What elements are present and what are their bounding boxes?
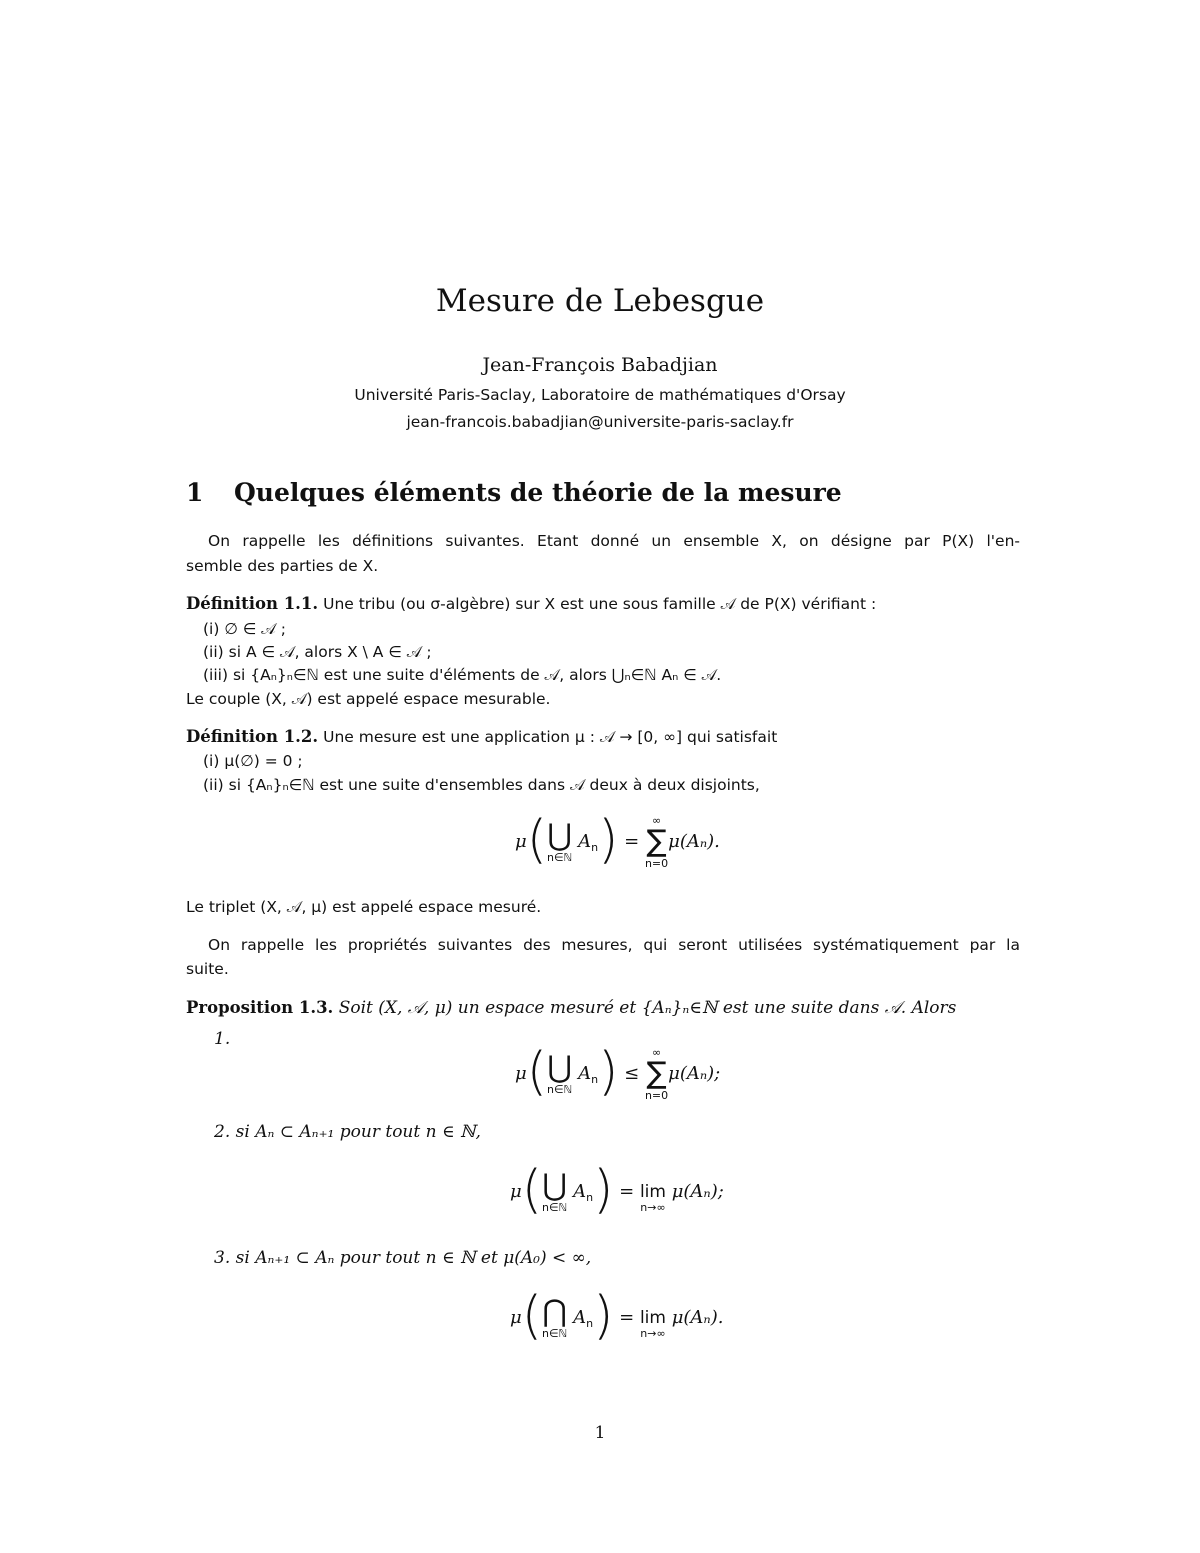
- formula-tail: μ(Aₙ).: [668, 831, 720, 852]
- sum-upper: ∞: [651, 1046, 662, 1059]
- definition-closing: Le couple (X, 𝒜) est appelé espace mesurable.: [186, 690, 551, 708]
- formula-paren: ): [598, 1042, 619, 1102]
- section-heading: [186, 478, 1020, 507]
- section-number: 1: [186, 478, 204, 507]
- formula-paren: (: [521, 1286, 542, 1346]
- formula-equals: =: [624, 831, 640, 852]
- intersection-symbol: ⋂: [542, 1293, 567, 1329]
- formula-countable-additivity: [515, 810, 720, 870]
- intro-paragraph-line: semble des parties de X.: [186, 557, 379, 575]
- formula-paren: (: [526, 810, 547, 870]
- formula-subscript: n: [586, 1191, 594, 1204]
- definition-item: (iii) si {Aₙ}ₙ∈ℕ est une suite d'éléments de 𝒜, alors ⋃ₙ∈ℕ Aₙ ∈ 𝒜.: [203, 666, 722, 684]
- proposition-item: 2. si Aₙ ⊂ Aₙ₊₁ pour tout n ∈ ℕ,: [214, 1122, 481, 1142]
- union-index: n∈ℕ: [542, 1200, 568, 1214]
- intersection-operator: [542, 1293, 568, 1340]
- page-number: 1: [594, 1423, 606, 1443]
- definition-1-2: [186, 727, 1020, 747]
- limit-word: lim: [639, 1308, 666, 1328]
- definition-item: (ii) si {Aₙ}ₙ∈ℕ est une suite d'ensembles dans 𝒜 deux à deux disjoints,: [203, 776, 760, 794]
- limit-word: lim: [639, 1182, 666, 1202]
- definition-label: Définition 1.2.: [186, 727, 319, 746]
- formula-subadditivity: [515, 1042, 720, 1102]
- formula-subscript: n: [591, 841, 599, 854]
- definition-text: Une tribu (ou σ-algèbre) sur X est une sous famille 𝒜 de P(X) vérifiant :: [323, 595, 877, 613]
- union-operator: [542, 1167, 568, 1214]
- intersection-index: n∈ℕ: [542, 1326, 568, 1340]
- definition-item: (ii) si A ∈ 𝒜, alors X \ A ∈ 𝒜 ;: [203, 643, 432, 661]
- intro-paragraph-line: On rappelle les définitions suivantes. Etant donné un ensemble X, on désigne par P(X) l'en-: [208, 532, 1020, 550]
- union-symbol: ⋃: [547, 817, 572, 853]
- formula-subscript: n: [591, 1073, 599, 1086]
- sum-operator: [645, 814, 668, 870]
- formula-paren: ): [593, 1286, 614, 1346]
- formula-mu: μ: [510, 1181, 522, 1202]
- formula-tail: μ(Aₙ);: [668, 1063, 721, 1084]
- union-symbol: ⋃: [547, 1049, 572, 1085]
- union-symbol: ⋃: [542, 1167, 567, 1203]
- definition-label: Définition 1.1.: [186, 594, 319, 613]
- section-title: Quelques éléments de théorie de la mesure: [234, 478, 842, 507]
- author-affiliation: Université Paris-Saclay, Laboratoire de mathématiques d'Orsay: [354, 386, 846, 404]
- proposition-1-3: [186, 998, 1020, 1018]
- sum-symbol: ∑: [646, 1056, 667, 1091]
- formula-set: A: [573, 1181, 587, 1202]
- definition-text: Une mesure est une application μ : 𝒜 → [0, ∞] qui satisfait: [323, 728, 778, 746]
- sum-lower: n=0: [644, 857, 669, 870]
- formula-set: A: [578, 831, 592, 852]
- formula-equals: =: [619, 1307, 635, 1328]
- author-email[interactable]: jean-francois.babadjian@universite-paris-saclay.fr: [406, 413, 794, 431]
- limit-operator: [640, 1308, 666, 1340]
- formula-tail: μ(Aₙ);: [671, 1181, 724, 1202]
- formula-mu: μ: [510, 1307, 522, 1328]
- definition-item: (i) μ(∅) = 0 ;: [203, 752, 303, 770]
- formula-leq: ≤: [624, 1063, 640, 1084]
- sum-operator: [645, 1046, 668, 1102]
- remark-line: On rappelle les propriétés suivantes des mesures, qui seront utilisées systématiquement par la: [208, 936, 1020, 954]
- sum-symbol: ∑: [646, 824, 667, 859]
- paper-title: Mesure de Lebesgue: [435, 283, 765, 319]
- union-index: n∈ℕ: [547, 1082, 573, 1096]
- formula-decreasing-limit: [510, 1286, 723, 1346]
- limit-index: n→∞: [640, 1201, 666, 1214]
- limit-operator: [640, 1182, 666, 1214]
- formula-set: A: [578, 1063, 592, 1084]
- union-operator: [547, 817, 573, 864]
- formula-set: A: [573, 1307, 587, 1328]
- limit-index: n→∞: [640, 1327, 666, 1340]
- union-index: n∈ℕ: [547, 850, 573, 864]
- proposition-item: 3. si Aₙ₊₁ ⊂ Aₙ pour tout n ∈ ℕ et μ(A₀) < ∞,: [214, 1248, 592, 1268]
- proposition-text: Soit (X, 𝒜, μ) un espace mesuré et {Aₙ}ₙ∈ℕ est une suite dans 𝒜. Alors: [338, 998, 957, 1018]
- formula-mu: μ: [515, 831, 527, 852]
- formula-equals: =: [619, 1181, 635, 1202]
- formula-paren: (: [526, 1042, 547, 1102]
- sum-upper: ∞: [651, 814, 662, 827]
- definition-item: (i) ∅ ∈ 𝒜 ;: [203, 620, 286, 638]
- union-operator: [547, 1049, 573, 1096]
- formula-increasing-limit: [510, 1160, 724, 1220]
- definition-1-1: [186, 594, 1020, 614]
- sum-lower: n=0: [644, 1089, 669, 1102]
- formula-paren: (: [521, 1160, 542, 1220]
- remark-line: suite.: [186, 960, 229, 978]
- proposition-label: Proposition 1.3.: [186, 998, 334, 1017]
- formula-paren: ): [593, 1160, 614, 1220]
- author-name: Jean-François Babadjian: [482, 354, 718, 376]
- formula-mu: μ: [515, 1063, 527, 1084]
- formula-paren: ): [598, 810, 619, 870]
- proposition-item: 1.: [214, 1029, 231, 1049]
- formula-tail: μ(Aₙ).: [671, 1307, 724, 1328]
- formula-subscript: n: [586, 1317, 594, 1330]
- definition-closing: Le triplet (X, 𝒜, μ) est appelé espace mesuré.: [186, 898, 542, 916]
